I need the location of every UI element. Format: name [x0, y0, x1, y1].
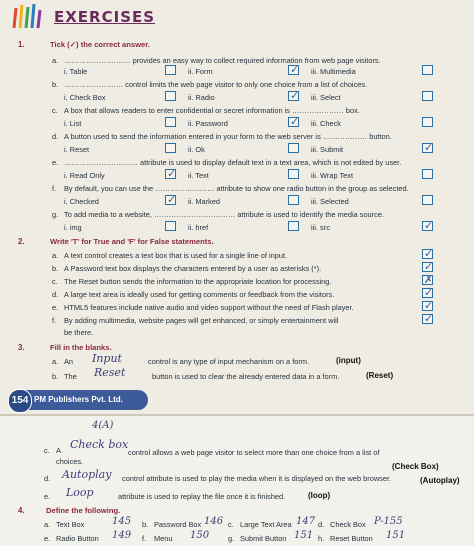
option-label: i. Reset	[64, 145, 90, 154]
answer-box[interactable]	[422, 314, 433, 324]
option-checkbox[interactable]	[422, 169, 433, 179]
option-checkbox[interactable]	[422, 195, 433, 205]
continuation-page	[0, 414, 474, 546]
option-checkbox[interactable]	[288, 65, 299, 75]
term-letter: g.	[228, 534, 235, 543]
statement-text: A large text area is ideally used for getting comments or feedback from the visitors.	[64, 290, 335, 299]
question-letter: c.	[52, 106, 58, 115]
term-label: Password Box	[154, 520, 202, 529]
blank-post: control is any type of input mechanism on a form.	[148, 357, 310, 366]
section-number: 1.	[18, 40, 25, 49]
question-text: ………………………… attribute is used to display default text in a text area, which is not edited by user.	[64, 158, 402, 167]
term-note: 145	[112, 516, 132, 527]
option-label: i. List	[64, 119, 82, 128]
term-letter: a.	[44, 520, 51, 529]
exercise-logo-icon	[6, 2, 46, 28]
publisher-footer	[8, 390, 148, 410]
statement-letter: c.	[52, 277, 58, 286]
option-checkbox[interactable]	[422, 117, 433, 127]
option-label: i. Table	[64, 67, 88, 76]
option-label: ii. Password	[188, 119, 228, 128]
option-label: iii. Submit	[311, 145, 344, 154]
option-label: ii. Text	[188, 171, 209, 180]
question-text: By default, you can use the …………………… attribute to show one radio button in the group as selected.	[64, 184, 409, 193]
statement-letter: f.	[52, 316, 57, 325]
option-checkbox[interactable]	[165, 91, 176, 101]
question-letter: e.	[52, 158, 59, 167]
blank-continuation: choices.	[56, 457, 84, 466]
section-number: 3.	[18, 343, 25, 352]
option-label: ii. Radio	[188, 93, 215, 102]
check-mark-icon: ✓	[424, 286, 434, 299]
question-text: A button used to send the information entered in your form to the web server is ……………… button.	[64, 132, 392, 141]
term-letter: h.	[318, 534, 325, 543]
cross-mark-icon: ✗	[424, 273, 434, 286]
option-label: ii. Ok	[188, 145, 205, 154]
blank-post: control allows a web page visitor to select more than one choice from a list of	[128, 448, 380, 457]
answer-label: (loop)	[308, 491, 331, 500]
option-checkbox[interactable]	[288, 91, 299, 101]
section-title: Define the following.	[46, 506, 121, 515]
option-label: ii. href	[188, 223, 209, 232]
page-note: 4(A)	[92, 420, 114, 431]
term-letter: f.	[142, 534, 147, 543]
question-letter: g.	[52, 210, 59, 219]
answer-label: (Autoplay)	[420, 476, 460, 485]
option-checkbox[interactable]	[288, 169, 299, 179]
option-label: iii. Check	[311, 119, 341, 128]
question-text: To add media to a website, …………………………… attribute is used to identify the media source.	[64, 210, 384, 219]
answer-box[interactable]	[422, 275, 433, 285]
option-label: ii. Marked	[188, 197, 221, 206]
statement-letter: e.	[52, 303, 59, 312]
statement-letter: d.	[52, 290, 59, 299]
term-label: Large Text Area	[240, 520, 292, 529]
question-text: A box that allows readers to enter confidential or secret information is ………………… box.	[64, 106, 360, 115]
check-mark-icon: ✓	[290, 115, 300, 128]
option-checkbox[interactable]	[422, 221, 433, 231]
term-note: 149	[112, 530, 132, 541]
answer-box[interactable]	[422, 301, 433, 311]
check-mark-icon: ✓	[424, 299, 434, 312]
question-letter: d.	[52, 132, 59, 141]
blank-letter: b.	[52, 372, 59, 381]
option-checkbox[interactable]	[288, 221, 299, 231]
option-checkbox[interactable]	[165, 195, 176, 205]
question-text: …………………… control limits the web page visitor to only one choice from a list of choices.	[64, 80, 368, 89]
section-title: Tick (✓) the correct answer.	[50, 40, 150, 49]
option-checkbox[interactable]	[165, 65, 176, 75]
check-mark-icon: ✓	[424, 260, 434, 273]
handwritten-answer: Loop	[66, 486, 94, 499]
option-checkbox[interactable]	[422, 143, 433, 153]
option-label: iii. Multimedia	[311, 67, 356, 76]
check-mark-icon: ✓	[424, 141, 434, 154]
option-checkbox[interactable]	[288, 117, 299, 127]
term-letter: c.	[228, 520, 234, 529]
check-mark-icon: ✓	[424, 219, 434, 232]
term-note: 147	[296, 516, 316, 527]
handwritten-answer: Input	[92, 352, 122, 365]
statement-letter: b.	[52, 264, 59, 273]
handwritten-answer: Check box	[70, 438, 129, 451]
page-title: EXERCISES	[54, 8, 156, 26]
term-label: Reset Button	[330, 534, 373, 543]
term-letter: d.	[318, 520, 325, 529]
term-note: P-155	[374, 516, 403, 527]
answer-label: (input)	[336, 356, 361, 365]
check-mark-icon: ✓	[424, 247, 434, 260]
option-label: iii. Selected	[311, 197, 349, 206]
blank-letter: c.	[44, 446, 50, 455]
blank-letter: d.	[44, 474, 51, 483]
check-mark-icon: ✓	[167, 193, 177, 206]
option-checkbox[interactable]	[422, 65, 433, 75]
statement-text: HTML5 features include native audio and video support without the need of Flash player.	[64, 303, 354, 312]
blank-pre: The	[64, 372, 77, 381]
blank-letter: e.	[44, 492, 51, 501]
section-title: Fill in the blanks.	[50, 343, 112, 352]
option-label: iii. Wrap Text	[311, 171, 354, 180]
question-letter: f.	[52, 184, 57, 193]
blank-post: control attribute is used to play the media when it is displayed on the web browser.	[122, 474, 392, 483]
term-label: Submit Button	[240, 534, 287, 543]
section-number: 2.	[18, 237, 25, 246]
option-label: i. Checked	[64, 197, 99, 206]
section-number: 4.	[18, 506, 25, 515]
blank-post: button is used to clear the already entered data in a form.	[152, 372, 340, 381]
answer-label: (Check Box)	[392, 462, 439, 471]
term-letter: b.	[142, 520, 149, 529]
option-checkbox[interactable]	[422, 91, 433, 101]
option-checkbox[interactable]	[165, 221, 176, 231]
term-note: 151	[294, 530, 314, 541]
option-checkbox[interactable]	[165, 117, 176, 127]
question-text: ……………………… provides an easy way to collect required information from web page visitors.	[64, 56, 381, 65]
statement-text: A text control creates a text box that is used for a single line of input.	[64, 251, 288, 260]
blank-letter: a.	[52, 357, 59, 366]
blank-pre: An	[64, 357, 74, 366]
term-label: Radio Button	[56, 534, 99, 543]
handwritten-answer: Reset	[94, 366, 126, 379]
option-checkbox[interactable]	[165, 143, 176, 153]
check-mark-icon: ✓	[424, 312, 434, 325]
publisher-name: PM Publishers Pvt. Ltd.	[34, 395, 123, 404]
statement-text: be there.	[64, 328, 94, 337]
term-note: 150	[190, 530, 210, 541]
statement-text: The Reset button sends the information to the appropriate location for processing.	[64, 277, 332, 286]
check-mark-icon: ✓	[167, 167, 177, 180]
question-letter: a.	[52, 56, 59, 65]
option-checkbox[interactable]	[165, 169, 176, 179]
option-checkbox[interactable]	[288, 195, 299, 205]
answer-box[interactable]	[422, 288, 433, 298]
option-label: i. Read Only	[64, 171, 105, 180]
check-mark-icon: ✓	[290, 63, 300, 76]
blank-pre: A	[56, 446, 61, 455]
option-label: i. img	[64, 223, 82, 232]
check-mark-icon: ✓	[290, 89, 300, 102]
answer-box[interactable]	[422, 249, 433, 259]
answer-box[interactable]	[422, 262, 433, 272]
option-label: ii. Form	[188, 67, 213, 76]
option-label: i. Check Box	[64, 93, 106, 102]
option-label: iii. src	[311, 223, 330, 232]
statement-text: A Password text box displays the characters entered by a user as asterisks (*).	[64, 264, 322, 273]
page-number: 154	[8, 389, 32, 413]
term-letter: e.	[44, 534, 51, 543]
option-checkbox[interactable]	[288, 143, 299, 153]
answer-label: (Reset)	[366, 371, 394, 380]
handwritten-answer: Autoplay	[62, 468, 112, 481]
term-note: 151	[386, 530, 406, 541]
option-label: iii. Select	[311, 93, 341, 102]
section-title: Write 'T' for True and 'F' for False statements.	[50, 237, 214, 246]
blank-post: attribute is used to replay the file once it is finished.	[118, 492, 286, 501]
question-letter: b.	[52, 80, 59, 89]
statement-text: By adding multimedia, website pages will get enhanced, or simply entertainment will	[64, 316, 339, 325]
statement-letter: a.	[52, 251, 59, 260]
term-label: Check Box	[330, 520, 366, 529]
term-label: Menu	[154, 534, 173, 543]
term-note: 146	[204, 516, 224, 527]
term-label: Text Box	[56, 520, 85, 529]
